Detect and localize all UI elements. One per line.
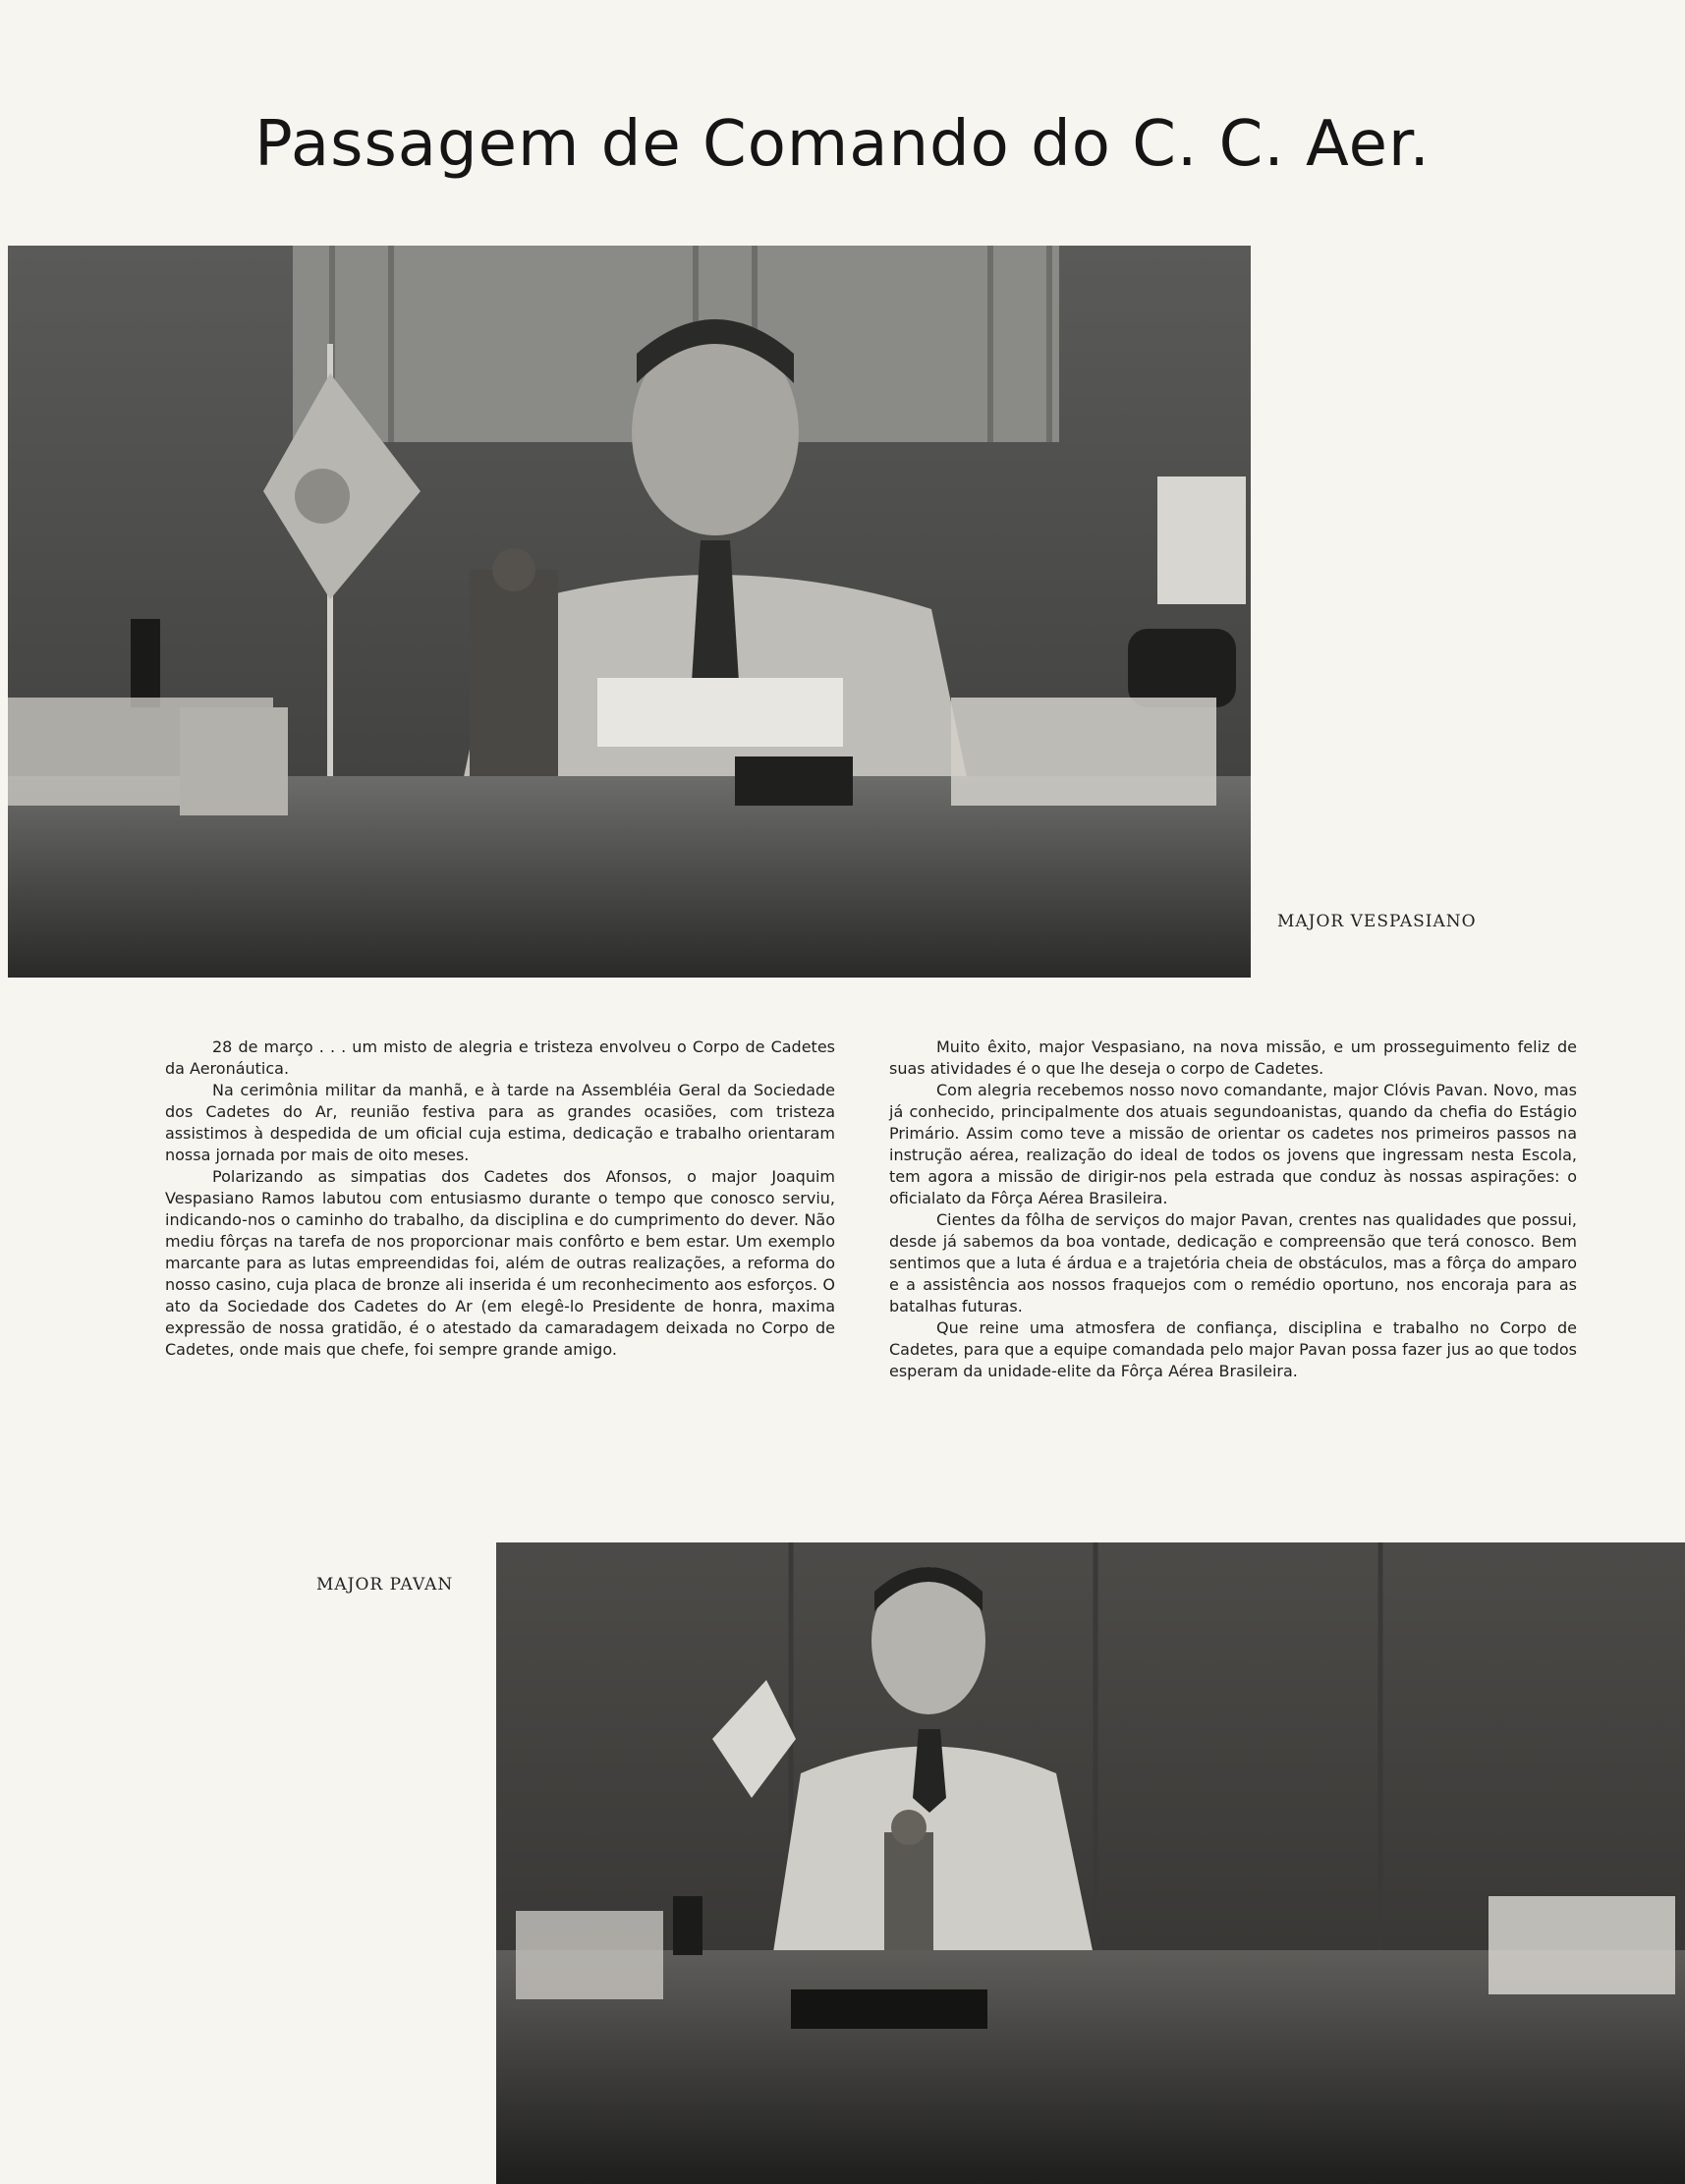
article-right-column (889, 1036, 1577, 1382)
article-paragraph: Na cerimônia militar da manhã, e à tarde na Assembléia Geral da Sociedade dos Cadetes do Ar, reunião festiva para as grandes ocasiões, com tristeza assistimos à despedida de um oficial cuja estima, dedicação e trabalho orientaram nossa jornada por mais de oito meses. (165, 1081, 835, 1164)
photo-vespasiano-image (8, 246, 1251, 978)
article-paragraph: Que reine uma atmosfera de confiança, disciplina e trabalho no Corpo de Cadetes, para que a equipe comandada pelo major Pavan possa fazer jus ao que todos esperam da unidade-elite da Fôrça Aérea Brasileira. (889, 1318, 1577, 1380)
photo-pavan-image (496, 1542, 1685, 2184)
article-paragraph: Muito êxito, major Vespasiano, na nova missão, e um prosseguimento feliz de suas atividades é o que lhe deseja o corpo de Cadetes. (889, 1037, 1577, 1078)
photo-major-vespasiano (8, 246, 1251, 978)
page-title: Passagem de Comando do C. C. Aer. (254, 108, 1431, 181)
article-paragraph: 28 de março . . . um misto de alegria e tristeza envolveu o Corpo de Cadetes da Aeronáutica. (165, 1037, 835, 1078)
article-paragraph: Com alegria recebemos nosso novo comandante, major Clóvis Pavan. Novo, mas já conhecido, principalmente dos atuais segundoanistas, quando da chefia do Estágio Primário. Assim como teve a missão de orientar os cadetes nos primeiros passos na instrução aérea, realização do ideal de todos os jovens que ingressam nesta Escola, tem agora a missão de dirigir-nos pela estrada que conduz às nossas aspirações: o oficialato da Fôrça Aérea Brasileira. (889, 1081, 1577, 1207)
article-left-column (165, 1036, 835, 1361)
caption-pavan: MAJOR PAVAN (316, 1575, 454, 1595)
article-paragraph: Cientes da fôlha de serviços do major Pavan, crentes nas qualidades que possui, desde já sabemos da boa vontade, dedicação e compreensão que terá conosco. Bem sentimos que a luta é árdua e a trajetória cheia de obstáculos, mas a fôrça do amparo e a assistência aos nossos fraquejos com o remédio oportuno, nos encoraja para as batalhas futuras. (889, 1210, 1577, 1316)
photo-major-pavan (496, 1542, 1685, 2184)
caption-vespasiano: MAJOR VESPASIANO (1277, 912, 1477, 931)
article-paragraph: Polarizando as simpatias dos Cadetes dos Afonsos, o major Joaquim Vespasiano Ramos labutou com entusiasmo durante o tempo que conosco serviu, indicando-nos o caminho do trabalho, da disciplina e do cumprimento do dever. Não mediu fôrças na tarefa de nos proporcionar mais confôrto e bem estar. Um exemplo marcante para as lutas empreendidas foi, além de outras realizações, a reforma do nosso casino, cuja placa de bronze ali inserida é um reconhecimento aos esforços. O ato da Sociedade dos Cadetes do Ar (em elegê-lo Presidente de honra, maxima expressão de nossa gratidão, é o atestado da camaradagem deixada no Corpo de Cadetes, onde mais que chefe, foi sempre grande amigo. (165, 1167, 835, 1359)
